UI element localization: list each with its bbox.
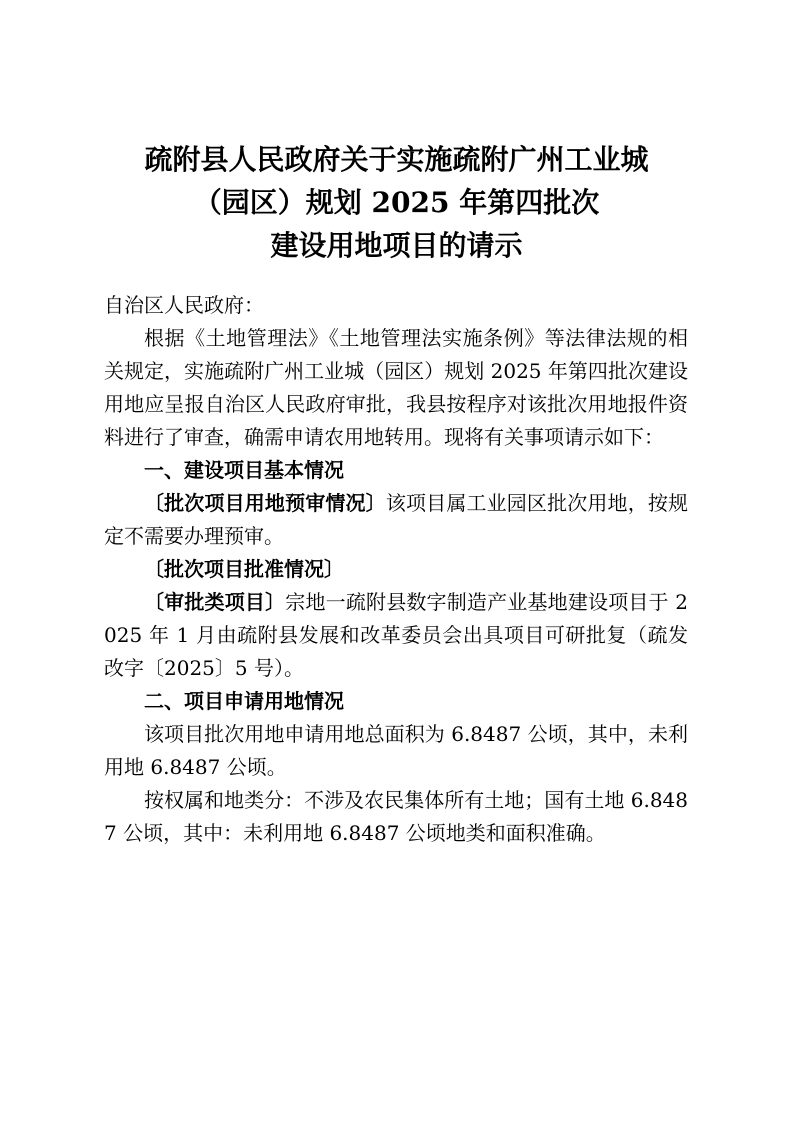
ownership-paragraph: 按权属和地类分：不涉及农民集体所有土地；国有土地 6.8487 公顷，其中：未利用地 6.8487 公顷地类和面积准确。	[104, 788, 688, 845]
document-body	[104, 289, 688, 850]
approval-paragraph	[104, 586, 688, 685]
title-line-3: 建设用地项目的请示	[270, 229, 523, 262]
approval-label: 〔审批类项目〕	[144, 590, 286, 614]
pre-review-text: 该项目属工业园区批次用地，按规定不需要办理预审。	[104, 491, 689, 548]
section-1-heading: 一、建设项目基本情况	[144, 458, 344, 482]
section-2-heading: 二、项目申请用地情况	[144, 689, 344, 713]
document-title	[60, 138, 733, 267]
intro-paragraph: 根据《土地管理法》《土地管理法实施条例》等法律法规的相关规定，实施疏附广州工业城（园区）规划 2025 年第四批次建设用地应呈报自治区人民政府审批，我县按程序对该批次用地报件资料进行了审查，确需申请农用地转用。现将有关事项请示如下：	[104, 326, 688, 449]
pre-review-paragraph	[104, 487, 688, 553]
approval-text: 宗地一疏附县数字制造产业基地建设项目于 2025 年 1 月由疏附县发展和改革委员会出具项目可研批复（疏发改字〔2025〕5 号）。	[104, 590, 688, 680]
land-area-paragraph: 该项目批次用地申请用地总面积为 6.8487 公顷，其中，未利用地 6.8487 公顷。	[104, 722, 688, 779]
pre-review-label: 〔批次项目用地预审情况〕	[144, 491, 386, 515]
approval-heading: 〔批次项目批准情况〕	[144, 557, 344, 581]
title-line-1: 疏附县人民政府关于实施疏附广州工业城	[144, 143, 649, 176]
salutation: 自治区人民政府：	[104, 293, 264, 317]
title-line-2: （园区）规划 2025 年第四批次	[193, 186, 600, 219]
